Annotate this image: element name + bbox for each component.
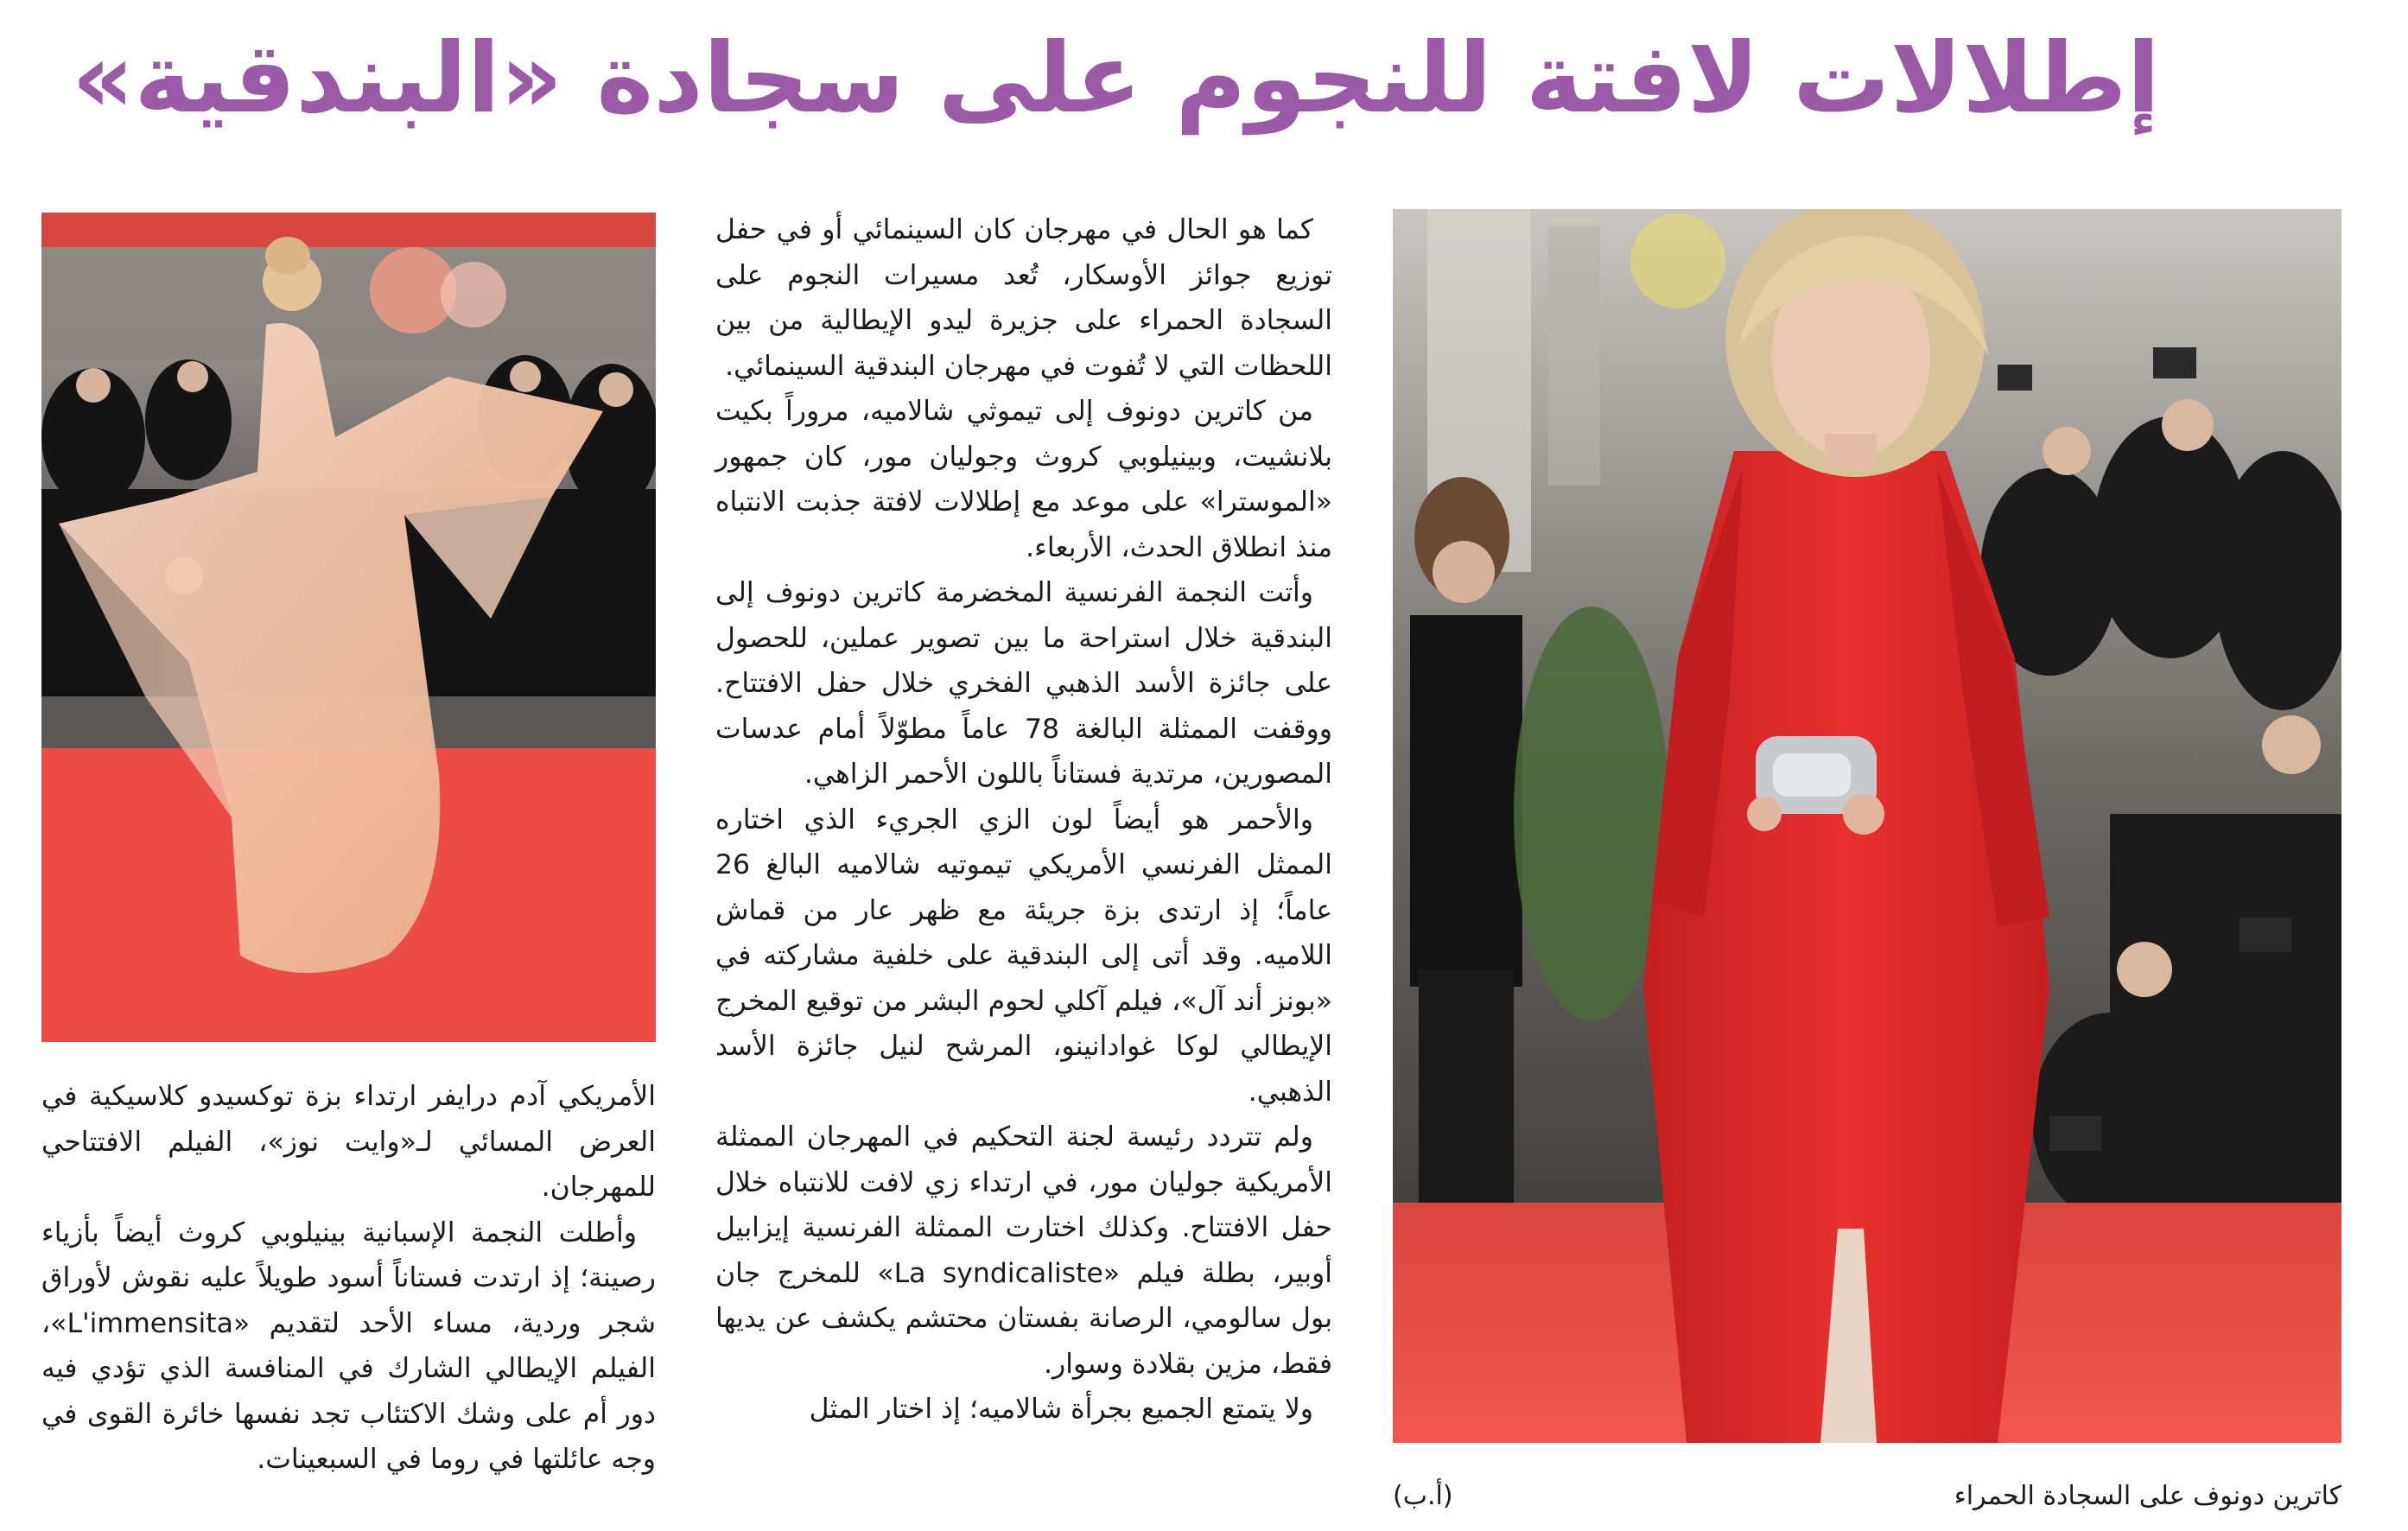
article-middle-column [715, 207, 1332, 1433]
article-paragraph: ولم تتردد رئيسة لجنة التحكيم في المهرجان الممثلة الأمريكية جوليان مور، في ارتداء زي لافت للانتباه خلال حفل الافتتاح. وكذلك اختارت الممثلة الفرنسية إيزابيل أوبير، بطلة فيلم «La syndicaliste» للمخرج جان بول سالومي، الرصانة بفستان محتشم يكشف عن يديها فقط، مزين بقلادة وسوار. [715, 1121, 1332, 1380]
photo-peach-gown-image [41, 213, 656, 1042]
photo-peach-gown [41, 213, 656, 1042]
photo-caption: كاترين دونوف على السجادة الحمراء [1954, 1481, 2341, 1511]
article-paragraph: وأطلت النجمة الإسبانية بينيلوبي كروث أيضاً بأزياء رصينة؛ إذ ارتدت فستاناً أسود طويلاً عليه نقوش لأوراق شجر وردية، مساء الأحد لتقديم «L'immensita»، الفيلم الإيطالي الشارك في المنافسة الذي تؤدي فيه دور أم على وشك الاكتئاب تجد نفسها خائرة القوى في وجه عائلتها في روما في السبعينات. [41, 1217, 656, 1475]
photo-catherine-deneuve [1393, 209, 2341, 1443]
photo-catherine-deneuve-image [1393, 209, 2341, 1443]
article-paragraph: والأحمر هو أيضاً لون الزي الجريء الذي اختاره الممثل الفرنسي الأمريكي تيموتيه شالاميه البالغ 26 عاماً؛ إذ ارتدى بزة جريئة مع ظهر عار من قماش اللاميه. وقد أتى إلى البندقية على خلفية مشاركته في «بونز أند آل»، فيلم آكلي لحوم البشر من توقيع المخرج الإيطالي لوكا غوادانينو، المرشح لنيل جائزة الأسد الذهبي. [715, 804, 1332, 1108]
article-paragraph: ولا يتمتع الجميع بجرأة شالاميه؛ إذ اختار المثل [809, 1394, 1313, 1425]
photo-credit: (أ.ب) [1393, 1481, 1453, 1511]
article-paragraph: الأمريكي آدم درايفر ارتداء بزة توكسيدو كلاسيكية في العرض المسائي لـ«وايت نوز»، الفيلم الافتتاحي للمهرجان. [41, 1081, 656, 1203]
headline: إطلالات لافتة للنجوم على سجادة «البندقية» [71, 22, 2160, 135]
article-paragraph: من كاترين دونوف إلى تيموثي شالاميه، مروراً بكيت بلانشيت، وبينيلوبي كروث وجوليان مور، كان جمهور «الموسترا» على موعد مع إطلالات لافتة جذبت الانتباه منذ انطلاق الحدث، الأربعاء. [715, 396, 1332, 563]
article-left-column [41, 1074, 656, 1483]
article-paragraph: كما هو الحال في مهرجان كان السينمائي أو في حفل توزيع جوائز الأوسكار، تُعد مسيرات النجوم على السجادة الحمراء على جزيرة ليدو الإيطالية من بين اللحظات التي لا تُفوت في مهرجان البندقية السينمائي. [715, 214, 1332, 382]
article-paragraph: وأتت النجمة الفرنسية المخضرمة كاترين دونوف إلى البندقية خلال استراحة ما بين تصوير عملين، للحصول على جائزة الأسد الذهبي الفخري خلال حفل الافتتاح. ووقفت الممثلة البالغة 78 عاماً مطوّلاً أمام عدسات المصورين، مرتدية فستاناً باللون الأحمر الزاهي. [715, 577, 1332, 790]
